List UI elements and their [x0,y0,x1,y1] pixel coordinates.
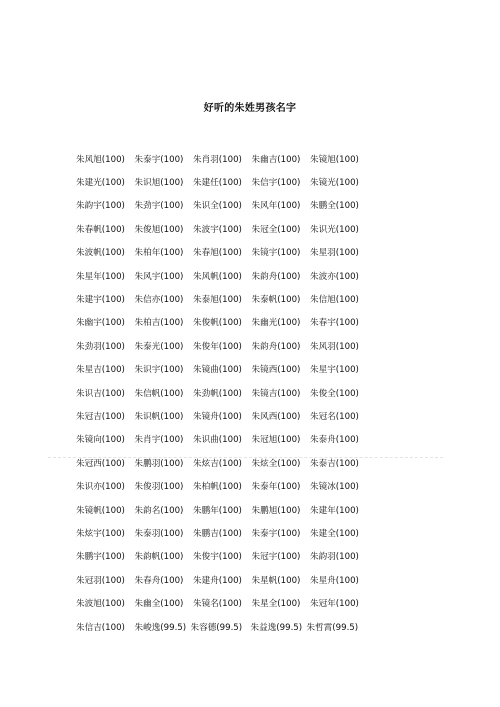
name-row [76,334,376,357]
name-entry: 朱建任(100) [193,178,242,189]
name-row [76,521,376,544]
name-entry: 朱容德(99.5) [190,622,243,633]
name-entry: 朱镜曲(100) [193,365,242,376]
name-entry: 朱鹏年(100) [193,505,242,516]
name-entry: 朱韵帆(100) [134,552,184,563]
name-entry: 朱幽全(100) [134,599,184,610]
name-entry: 朱识全(100) [193,201,242,212]
name-entry: 朱益逸(99.5) [250,622,303,633]
name-entry: 朱识旭(100) [134,178,184,189]
name-entry: 朱风西(100) [251,411,301,422]
name-entry: 朱泰吉(100) [310,458,359,469]
name-entry: 朱泰羽(100) [134,528,184,539]
name-row [76,217,376,240]
name-entry: 朱风羽(100) [310,341,359,352]
name-row [76,287,376,310]
name-entry: 朱波旭(100) [76,599,125,610]
name-entry: 朱星宇(100) [310,365,359,376]
name-entry: 朱波帆(100) [76,248,125,259]
name-row [76,264,376,287]
name-row [76,428,376,451]
name-entry: 朱春帆(100) [76,224,125,235]
name-entry: 朱镜帆(100) [76,505,125,516]
name-entry: 朱俊旭(100) [134,224,184,235]
name-entry: 朱春旭(100) [193,248,242,259]
name-entry: 朱峻逸(99.5) [134,622,187,633]
name-entry: 朱韵羽(100) [310,552,359,563]
name-entry: 朱识吉(100) [76,388,125,399]
name-row [76,568,376,591]
name-entry: 朱俊羽(100) [134,482,184,493]
name-entry: 朱韵舟(100) [251,271,301,282]
name-entry: 朱镜光(100) [310,178,359,189]
name-entry: 朱星年(100) [76,271,125,282]
name-entry: 朱冠年(100) [310,599,359,610]
name-entry: 朱鹏羽(100) [134,458,184,469]
name-entry: 朱韵宇(100) [76,201,125,212]
name-row [76,474,376,497]
name-entry: 朱冠旭(100) [251,435,301,446]
name-entry: 朱识光(100) [310,224,359,235]
name-entry: 朱波亦(100) [310,271,359,282]
name-entry: 朱冠羽(100) [76,575,125,586]
name-row [76,615,376,638]
name-entry: 朱星舟(100) [310,575,359,586]
name-entry: 朱炫全(100) [251,458,301,469]
name-entry: 朱柏帆(100) [193,482,242,493]
name-entry: 朱鹏吉(100) [193,528,242,539]
name-entry: 朱信亦(100) [134,295,184,306]
name-entry: 朱识亦(100) [76,482,125,493]
name-entry: 朱冠全(100) [251,224,301,235]
name-row [76,358,376,381]
name-entry: 朱识曲(100) [193,435,242,446]
name-entry: 朱柏年(100) [134,248,184,259]
name-row [76,147,376,170]
name-entry: 朱镜冰(100) [310,482,359,493]
name-grid [76,147,376,638]
name-entry: 朱柏吉(100) [134,318,184,329]
name-entry: 朱泰年(100) [251,482,301,493]
name-entry: 朱幽吉(100) [251,154,301,165]
name-entry: 朱星帆(100) [251,575,301,586]
name-entry: 朱识帆(100) [134,411,184,422]
name-entry: 朱信吉(100) [76,622,125,633]
name-entry: 朱镜旭(100) [310,154,359,165]
name-entry: 朱哲霄(99.5) [306,622,359,633]
name-entry: 朱鹏宇(100) [76,552,125,563]
name-entry: 朱冠吉(100) [76,411,125,422]
name-entry: 朱镜宇(100) [251,248,301,259]
name-row [76,241,376,264]
name-entry: 朱泰光(100) [134,341,184,352]
name-entry: 朱幽光(100) [251,318,301,329]
name-entry: 朱肖羽(100) [193,154,242,165]
name-entry: 朱炫吉(100) [193,458,242,469]
name-entry: 朱泰宇(100) [134,154,184,165]
name-entry: 朱鹏全(100) [310,201,359,212]
name-entry: 朱星羽(100) [310,248,359,259]
name-entry: 朱泰舟(100) [310,435,359,446]
name-entry: 朱俊帆(100) [193,318,242,329]
name-entry: 朱俊宇(100) [193,552,242,563]
name-entry: 朱泰旭(100) [193,295,242,306]
name-entry: 朱风旭(100) [76,154,125,165]
name-entry: 朱镜向(100) [76,435,125,446]
name-entry: 朱肖宇(100) [134,435,184,446]
name-entry: 朱风年(100) [251,201,301,212]
name-entry: 朱建年(100) [310,505,359,516]
name-entry: 朱炫宇(100) [76,528,125,539]
name-entry: 朱建光(100) [76,178,125,189]
name-entry: 朱风宇(100) [134,271,184,282]
name-row [76,381,376,404]
name-entry: 朱冠宇(100) [251,552,301,563]
name-row [76,170,376,193]
name-entry: 朱泰宇(100) [251,528,301,539]
name-entry: 朱镜舟(100) [193,411,242,422]
name-entry: 朱俊全(100) [310,388,359,399]
name-entry: 朱韵舟(100) [251,341,301,352]
name-entry: 朱冠西(100) [76,458,125,469]
name-row [76,498,376,521]
name-entry: 朱建舟(100) [193,575,242,586]
name-entry: 朱信帆(100) [134,388,184,399]
name-entry: 朱春宇(100) [310,318,359,329]
name-entry: 朱建宇(100) [76,295,125,306]
name-entry: 朱泰帆(100) [251,295,301,306]
name-entry: 朱识宇(100) [134,365,184,376]
name-entry: 朱韵名(100) [134,505,184,516]
page-title: 好听的朱姓男孩名字 [203,103,297,114]
name-entry: 朱幽宇(100) [76,318,125,329]
name-row [76,404,376,427]
name-row [76,194,376,217]
name-row [76,311,376,334]
name-entry: 朱劲帆(100) [193,388,242,399]
name-entry: 朱劲羽(100) [76,341,125,352]
name-entry: 朱波宇(100) [193,224,242,235]
name-row [76,451,376,474]
name-entry: 朱信宇(100) [251,178,301,189]
name-entry: 朱劲宇(100) [134,201,184,212]
name-entry: 朱信旭(100) [310,295,359,306]
name-row [76,591,376,614]
name-entry: 朱俊年(100) [193,341,242,352]
name-entry: 朱鹏旭(100) [251,505,301,516]
name-entry: 朱风帆(100) [193,271,242,282]
name-entry: 朱星吉(100) [76,365,125,376]
name-entry: 朱建全(100) [310,528,359,539]
name-row [76,545,376,568]
name-entry: 朱镜名(100) [193,599,242,610]
name-entry: 朱星全(100) [251,599,301,610]
name-entry: 朱镜吉(100) [251,388,301,399]
name-entry: 朱冠名(100) [310,411,359,422]
name-entry: 朱春舟(100) [134,575,184,586]
name-entry: 朱镜西(100) [251,365,301,376]
